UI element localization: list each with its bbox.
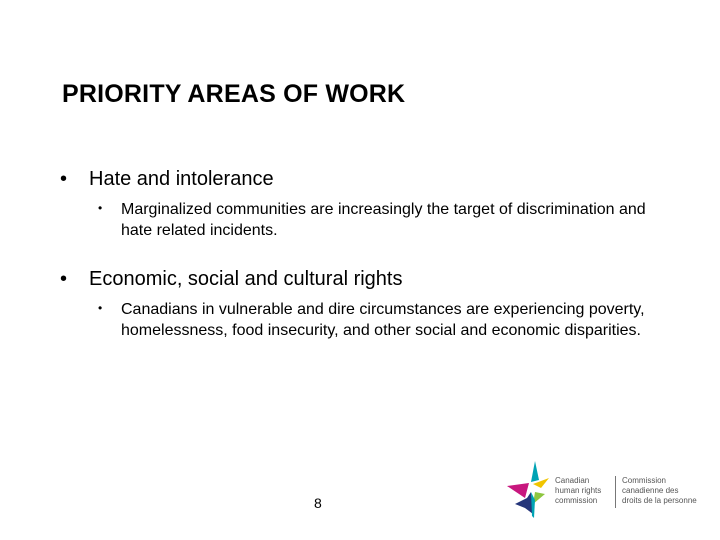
logo-divider <box>615 476 616 508</box>
bullet-text: Economic, social and cultural rights <box>89 268 403 290</box>
logo-magenta-shape <box>507 483 529 498</box>
maple-leaf-icon <box>505 458 551 520</box>
logo-teal-shape <box>531 461 539 482</box>
logo-english-text: Canadian human rights commission <box>555 476 602 505</box>
sub-bullet-dot: • <box>98 201 103 215</box>
sub-bullet-dot: • <box>98 301 103 315</box>
sub-bullet-text: Marginalized communities are increasingly the target of discrimination and hate related incidents. <box>121 201 646 239</box>
logo-french-text: Commission canadienne des droits de la personne <box>622 476 697 505</box>
sub-bullet-marginalized <box>98 199 678 241</box>
chrc-logo <box>505 458 705 520</box>
sub-bullet-text: Canadians in vulnerable and dire circumstances are experiencing poverty, homelessness, food insecurity, and other social and economic disparities. <box>121 301 645 339</box>
bullet-dot: • <box>60 268 68 290</box>
sub-bullet-canadians <box>98 299 678 341</box>
bullet-dot: • <box>60 168 68 190</box>
slide-title: PRIORITY AREAS OF WORK <box>62 80 406 108</box>
page-number: 8 <box>314 495 322 511</box>
bullet-text: Hate and intolerance <box>89 168 274 190</box>
